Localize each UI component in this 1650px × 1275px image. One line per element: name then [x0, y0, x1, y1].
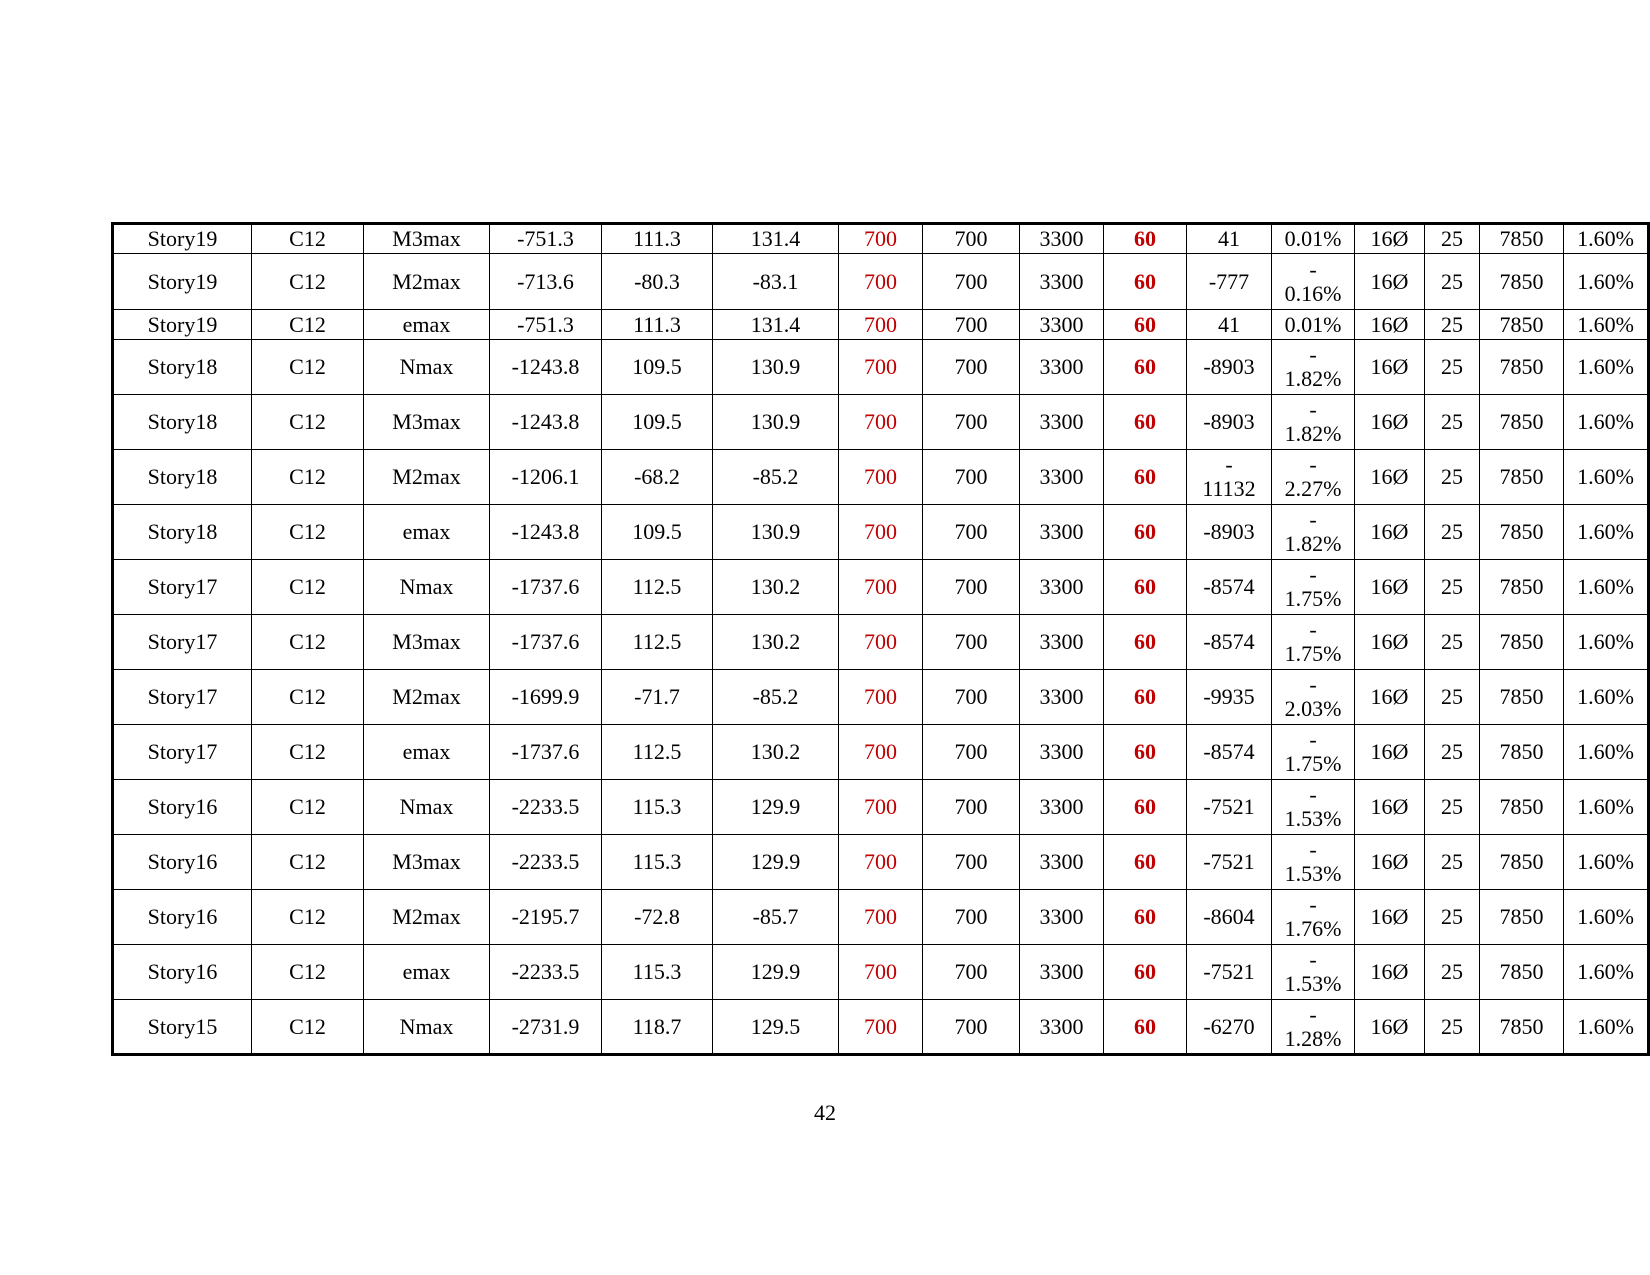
- steel-ratio-cell: 1.60%: [1564, 670, 1649, 725]
- width-cell: 700: [839, 670, 923, 725]
- stress-cell: -8903: [1187, 340, 1272, 395]
- bar-size-cell: 16Ø: [1355, 835, 1425, 890]
- m3-moment-cell: -83.1: [713, 254, 839, 310]
- story-cell: Story17: [113, 615, 252, 670]
- bar-count-cell: 25: [1425, 310, 1480, 340]
- story-cell: Story16: [113, 780, 252, 835]
- steel-area-cell: 7850: [1480, 725, 1564, 780]
- steel-ratio-cell: 1.60%: [1564, 395, 1649, 450]
- bar-count-cell: 25: [1425, 725, 1480, 780]
- m3-moment-cell: 129.9: [713, 780, 839, 835]
- length-cell: 3300: [1020, 670, 1104, 725]
- percent-cell: - 1.82%: [1272, 340, 1355, 395]
- m3-moment-cell: 129.5: [713, 1000, 839, 1055]
- column-id-cell: C12: [252, 310, 364, 340]
- percent-cell: 0.01%: [1272, 310, 1355, 340]
- depth-cell: 700: [923, 560, 1020, 615]
- percent-cell: - 1.82%: [1272, 505, 1355, 560]
- load-case-cell: Nmax: [364, 780, 490, 835]
- length-cell: 3300: [1020, 224, 1104, 254]
- bar-count-cell: 25: [1425, 505, 1480, 560]
- steel-area-cell: 7850: [1480, 560, 1564, 615]
- table-row: [113, 945, 1649, 1000]
- table-row: [113, 890, 1649, 945]
- depth-cell: 700: [923, 450, 1020, 505]
- bar-count-cell: 25: [1425, 395, 1480, 450]
- steel-area-cell: 7850: [1480, 780, 1564, 835]
- column-id-cell: C12: [252, 224, 364, 254]
- cover-cell: 60: [1104, 615, 1187, 670]
- percent-cell: - 1.75%: [1272, 560, 1355, 615]
- stress-cell: -7521: [1187, 835, 1272, 890]
- table-body: [113, 224, 1649, 1055]
- steel-area-cell: 7850: [1480, 224, 1564, 254]
- m3-moment-cell: 130.2: [713, 615, 839, 670]
- table-row: [113, 615, 1649, 670]
- story-cell: Story18: [113, 395, 252, 450]
- steel-ratio-cell: 1.60%: [1564, 505, 1649, 560]
- bar-count-cell: 25: [1425, 450, 1480, 505]
- table-row: [113, 310, 1649, 340]
- depth-cell: 700: [923, 505, 1020, 560]
- length-cell: 3300: [1020, 780, 1104, 835]
- steel-ratio-cell: 1.60%: [1564, 560, 1649, 615]
- steel-area-cell: 7850: [1480, 945, 1564, 1000]
- depth-cell: 700: [923, 615, 1020, 670]
- length-cell: 3300: [1020, 340, 1104, 395]
- column-id-cell: C12: [252, 945, 364, 1000]
- steel-area-cell: 7850: [1480, 254, 1564, 310]
- column-id-cell: C12: [252, 835, 364, 890]
- stress-cell: -6270: [1187, 1000, 1272, 1055]
- load-case-cell: M2max: [364, 670, 490, 725]
- load-case-cell: M3max: [364, 395, 490, 450]
- percent-cell: - 1.75%: [1272, 725, 1355, 780]
- percent-cell: - 2.27%: [1272, 450, 1355, 505]
- steel-area-cell: 7850: [1480, 395, 1564, 450]
- m3-moment-cell: 129.9: [713, 835, 839, 890]
- percent-cell: 0.01%: [1272, 224, 1355, 254]
- load-case-cell: M3max: [364, 835, 490, 890]
- load-case-cell: emax: [364, 310, 490, 340]
- depth-cell: 700: [923, 1000, 1020, 1055]
- column-id-cell: C12: [252, 670, 364, 725]
- bar-size-cell: 16Ø: [1355, 395, 1425, 450]
- steel-area-cell: 7850: [1480, 670, 1564, 725]
- bar-size-cell: 16Ø: [1355, 615, 1425, 670]
- percent-cell: - 1.75%: [1272, 615, 1355, 670]
- m2-moment-cell: -72.8: [602, 890, 713, 945]
- stress-cell: -9935: [1187, 670, 1272, 725]
- table-row: [113, 780, 1649, 835]
- bar-size-cell: 16Ø: [1355, 450, 1425, 505]
- percent-cell: - 1.82%: [1272, 395, 1355, 450]
- cover-cell: 60: [1104, 395, 1187, 450]
- axial-force-cell: -1243.8: [490, 505, 602, 560]
- depth-cell: 700: [923, 890, 1020, 945]
- m3-moment-cell: 130.9: [713, 395, 839, 450]
- steel-ratio-cell: 1.60%: [1564, 615, 1649, 670]
- cover-cell: 60: [1104, 560, 1187, 615]
- length-cell: 3300: [1020, 254, 1104, 310]
- width-cell: 700: [839, 450, 923, 505]
- steel-area-cell: 7850: [1480, 615, 1564, 670]
- percent-cell: - 0.16%: [1272, 254, 1355, 310]
- m2-moment-cell: 109.5: [602, 505, 713, 560]
- steel-ratio-cell: 1.60%: [1564, 1000, 1649, 1055]
- steel-area-cell: 7850: [1480, 505, 1564, 560]
- bar-count-cell: 25: [1425, 254, 1480, 310]
- percent-cell: - 2.03%: [1272, 670, 1355, 725]
- bar-count-cell: 25: [1425, 340, 1480, 395]
- cover-cell: 60: [1104, 254, 1187, 310]
- axial-force-cell: -1243.8: [490, 395, 602, 450]
- bar-size-cell: 16Ø: [1355, 310, 1425, 340]
- m3-moment-cell: -85.2: [713, 450, 839, 505]
- column-id-cell: C12: [252, 890, 364, 945]
- steel-ratio-cell: 1.60%: [1564, 780, 1649, 835]
- story-cell: Story17: [113, 560, 252, 615]
- length-cell: 3300: [1020, 395, 1104, 450]
- bar-count-cell: 25: [1425, 224, 1480, 254]
- load-case-cell: M2max: [364, 450, 490, 505]
- steel-ratio-cell: 1.60%: [1564, 310, 1649, 340]
- width-cell: 700: [839, 505, 923, 560]
- column-id-cell: C12: [252, 340, 364, 395]
- story-cell: Story18: [113, 340, 252, 395]
- depth-cell: 700: [923, 670, 1020, 725]
- axial-force-cell: -1699.9: [490, 670, 602, 725]
- cover-cell: 60: [1104, 835, 1187, 890]
- cover-cell: 60: [1104, 224, 1187, 254]
- m2-moment-cell: 111.3: [602, 310, 713, 340]
- load-case-cell: emax: [364, 725, 490, 780]
- steel-ratio-cell: 1.60%: [1564, 945, 1649, 1000]
- width-cell: 700: [839, 890, 923, 945]
- axial-force-cell: -751.3: [490, 310, 602, 340]
- cover-cell: 60: [1104, 310, 1187, 340]
- depth-cell: 700: [923, 395, 1020, 450]
- bar-size-cell: 16Ø: [1355, 1000, 1425, 1055]
- table-row: [113, 725, 1649, 780]
- table-row: [113, 254, 1649, 310]
- width-cell: 700: [839, 560, 923, 615]
- stress-cell: -8903: [1187, 395, 1272, 450]
- table-row: [113, 835, 1649, 890]
- story-cell: Story16: [113, 945, 252, 1000]
- length-cell: 3300: [1020, 725, 1104, 780]
- cover-cell: 60: [1104, 945, 1187, 1000]
- m2-moment-cell: 115.3: [602, 945, 713, 1000]
- steel-ratio-cell: 1.60%: [1564, 450, 1649, 505]
- width-cell: 700: [839, 340, 923, 395]
- load-case-cell: emax: [364, 505, 490, 560]
- depth-cell: 700: [923, 725, 1020, 780]
- load-case-cell: Nmax: [364, 1000, 490, 1055]
- load-case-cell: M2max: [364, 254, 490, 310]
- bar-count-cell: 25: [1425, 1000, 1480, 1055]
- table-row: [113, 340, 1649, 395]
- depth-cell: 700: [923, 340, 1020, 395]
- stress-cell: -7521: [1187, 945, 1272, 1000]
- length-cell: 3300: [1020, 560, 1104, 615]
- m2-moment-cell: 115.3: [602, 835, 713, 890]
- stress-cell: -777: [1187, 254, 1272, 310]
- width-cell: 700: [839, 224, 923, 254]
- cover-cell: 60: [1104, 505, 1187, 560]
- steel-area-cell: 7850: [1480, 450, 1564, 505]
- steel-ratio-cell: 1.60%: [1564, 835, 1649, 890]
- table-row: [113, 224, 1649, 254]
- bar-size-cell: 16Ø: [1355, 340, 1425, 395]
- story-cell: Story17: [113, 725, 252, 780]
- bar-size-cell: 16Ø: [1355, 890, 1425, 945]
- m2-moment-cell: -80.3: [602, 254, 713, 310]
- column-id-cell: C12: [252, 725, 364, 780]
- cover-cell: 60: [1104, 340, 1187, 395]
- length-cell: 3300: [1020, 835, 1104, 890]
- load-case-cell: emax: [364, 945, 490, 1000]
- load-case-cell: M2max: [364, 890, 490, 945]
- width-cell: 700: [839, 395, 923, 450]
- axial-force-cell: -1737.6: [490, 615, 602, 670]
- width-cell: 700: [839, 945, 923, 1000]
- m2-moment-cell: 111.3: [602, 224, 713, 254]
- bar-size-cell: 16Ø: [1355, 505, 1425, 560]
- bar-size-cell: 16Ø: [1355, 725, 1425, 780]
- percent-cell: - 1.28%: [1272, 1000, 1355, 1055]
- stress-cell: 41: [1187, 224, 1272, 254]
- percent-cell: - 1.76%: [1272, 890, 1355, 945]
- page-number: 42: [814, 1100, 836, 1125]
- stress-cell: -7521: [1187, 780, 1272, 835]
- stress-cell: -8903: [1187, 505, 1272, 560]
- load-case-cell: M3max: [364, 615, 490, 670]
- column-id-cell: C12: [252, 254, 364, 310]
- m2-moment-cell: 109.5: [602, 340, 713, 395]
- m3-moment-cell: 131.4: [713, 310, 839, 340]
- steel-area-cell: 7850: [1480, 890, 1564, 945]
- m2-moment-cell: 112.5: [602, 725, 713, 780]
- story-cell: Story18: [113, 505, 252, 560]
- column-id-cell: C12: [252, 560, 364, 615]
- story-cell: Story16: [113, 835, 252, 890]
- cover-cell: 60: [1104, 450, 1187, 505]
- cover-cell: 60: [1104, 780, 1187, 835]
- bar-count-cell: 25: [1425, 835, 1480, 890]
- bar-size-cell: 16Ø: [1355, 780, 1425, 835]
- bar-count-cell: 25: [1425, 945, 1480, 1000]
- length-cell: 3300: [1020, 310, 1104, 340]
- column-id-cell: C12: [252, 1000, 364, 1055]
- percent-cell: - 1.53%: [1272, 780, 1355, 835]
- cover-cell: 60: [1104, 670, 1187, 725]
- steel-area-cell: 7850: [1480, 340, 1564, 395]
- steel-area-cell: 7850: [1480, 1000, 1564, 1055]
- width-cell: 700: [839, 310, 923, 340]
- m3-moment-cell: 130.2: [713, 560, 839, 615]
- axial-force-cell: -751.3: [490, 224, 602, 254]
- length-cell: 3300: [1020, 450, 1104, 505]
- axial-force-cell: -2195.7: [490, 890, 602, 945]
- column-id-cell: C12: [252, 395, 364, 450]
- m3-moment-cell: -85.2: [713, 670, 839, 725]
- width-cell: 700: [839, 780, 923, 835]
- m3-moment-cell: 130.9: [713, 505, 839, 560]
- story-cell: Story16: [113, 890, 252, 945]
- m2-moment-cell: 112.5: [602, 615, 713, 670]
- cover-cell: 60: [1104, 1000, 1187, 1055]
- m2-moment-cell: 115.3: [602, 780, 713, 835]
- steel-ratio-cell: 1.60%: [1564, 254, 1649, 310]
- m2-moment-cell: 109.5: [602, 395, 713, 450]
- axial-force-cell: -1737.6: [490, 725, 602, 780]
- length-cell: 3300: [1020, 505, 1104, 560]
- story-cell: Story19: [113, 310, 252, 340]
- column-id-cell: C12: [252, 505, 364, 560]
- story-cell: Story19: [113, 254, 252, 310]
- axial-force-cell: -1243.8: [490, 340, 602, 395]
- stress-cell: 41: [1187, 310, 1272, 340]
- story-cell: Story15: [113, 1000, 252, 1055]
- depth-cell: 700: [923, 945, 1020, 1000]
- bar-size-cell: 16Ø: [1355, 670, 1425, 725]
- m2-moment-cell: 118.7: [602, 1000, 713, 1055]
- load-case-cell: Nmax: [364, 340, 490, 395]
- steel-ratio-cell: 1.60%: [1564, 224, 1649, 254]
- width-cell: 700: [839, 254, 923, 310]
- width-cell: 700: [839, 835, 923, 890]
- steel-ratio-cell: 1.60%: [1564, 340, 1649, 395]
- axial-force-cell: -2731.9: [490, 1000, 602, 1055]
- steel-area-cell: 7850: [1480, 835, 1564, 890]
- bar-size-cell: 16Ø: [1355, 224, 1425, 254]
- m2-moment-cell: -71.7: [602, 670, 713, 725]
- depth-cell: 700: [923, 310, 1020, 340]
- table-row: [113, 450, 1649, 505]
- story-cell: Story17: [113, 670, 252, 725]
- width-cell: 700: [839, 615, 923, 670]
- table-row: [113, 395, 1649, 450]
- depth-cell: 700: [923, 254, 1020, 310]
- m2-moment-cell: 112.5: [602, 560, 713, 615]
- depth-cell: 700: [923, 224, 1020, 254]
- story-cell: Story18: [113, 450, 252, 505]
- stress-cell: -8574: [1187, 725, 1272, 780]
- m3-moment-cell: 130.2: [713, 725, 839, 780]
- m3-moment-cell: -85.7: [713, 890, 839, 945]
- load-case-cell: M3max: [364, 224, 490, 254]
- table-row: [113, 505, 1649, 560]
- length-cell: 3300: [1020, 945, 1104, 1000]
- column-id-cell: C12: [252, 780, 364, 835]
- steel-ratio-cell: 1.60%: [1564, 725, 1649, 780]
- axial-force-cell: -713.6: [490, 254, 602, 310]
- m3-moment-cell: 131.4: [713, 224, 839, 254]
- steel-ratio-cell: 1.60%: [1564, 890, 1649, 945]
- axial-force-cell: -1737.6: [490, 560, 602, 615]
- m3-moment-cell: 129.9: [713, 945, 839, 1000]
- column-design-table: [111, 222, 1650, 1056]
- axial-force-cell: -2233.5: [490, 835, 602, 890]
- depth-cell: 700: [923, 835, 1020, 890]
- stress-cell: -8574: [1187, 615, 1272, 670]
- axial-force-cell: -2233.5: [490, 780, 602, 835]
- stress-cell: -8574: [1187, 560, 1272, 615]
- length-cell: 3300: [1020, 1000, 1104, 1055]
- width-cell: 700: [839, 1000, 923, 1055]
- load-case-cell: Nmax: [364, 560, 490, 615]
- cover-cell: 60: [1104, 725, 1187, 780]
- axial-force-cell: -1206.1: [490, 450, 602, 505]
- bar-count-cell: 25: [1425, 560, 1480, 615]
- length-cell: 3300: [1020, 615, 1104, 670]
- m3-moment-cell: 130.9: [713, 340, 839, 395]
- percent-cell: - 1.53%: [1272, 835, 1355, 890]
- bar-size-cell: 16Ø: [1355, 945, 1425, 1000]
- story-cell: Story19: [113, 224, 252, 254]
- width-cell: 700: [839, 725, 923, 780]
- bar-count-cell: 25: [1425, 890, 1480, 945]
- percent-cell: - 1.53%: [1272, 945, 1355, 1000]
- steel-area-cell: 7850: [1480, 310, 1564, 340]
- column-id-cell: C12: [252, 450, 364, 505]
- column-id-cell: C12: [252, 615, 364, 670]
- axial-force-cell: -2233.5: [490, 945, 602, 1000]
- bar-count-cell: 25: [1425, 615, 1480, 670]
- table-row: [113, 670, 1649, 725]
- length-cell: 3300: [1020, 890, 1104, 945]
- results-table-container: [111, 222, 1647, 1056]
- table-row: [113, 560, 1649, 615]
- table-row: [113, 1000, 1649, 1055]
- bar-count-cell: 25: [1425, 780, 1480, 835]
- cover-cell: 60: [1104, 890, 1187, 945]
- depth-cell: 700: [923, 780, 1020, 835]
- m2-moment-cell: -68.2: [602, 450, 713, 505]
- stress-cell: - 11132: [1187, 450, 1272, 505]
- bar-size-cell: 16Ø: [1355, 254, 1425, 310]
- bar-size-cell: 16Ø: [1355, 560, 1425, 615]
- stress-cell: -8604: [1187, 890, 1272, 945]
- bar-count-cell: 25: [1425, 670, 1480, 725]
